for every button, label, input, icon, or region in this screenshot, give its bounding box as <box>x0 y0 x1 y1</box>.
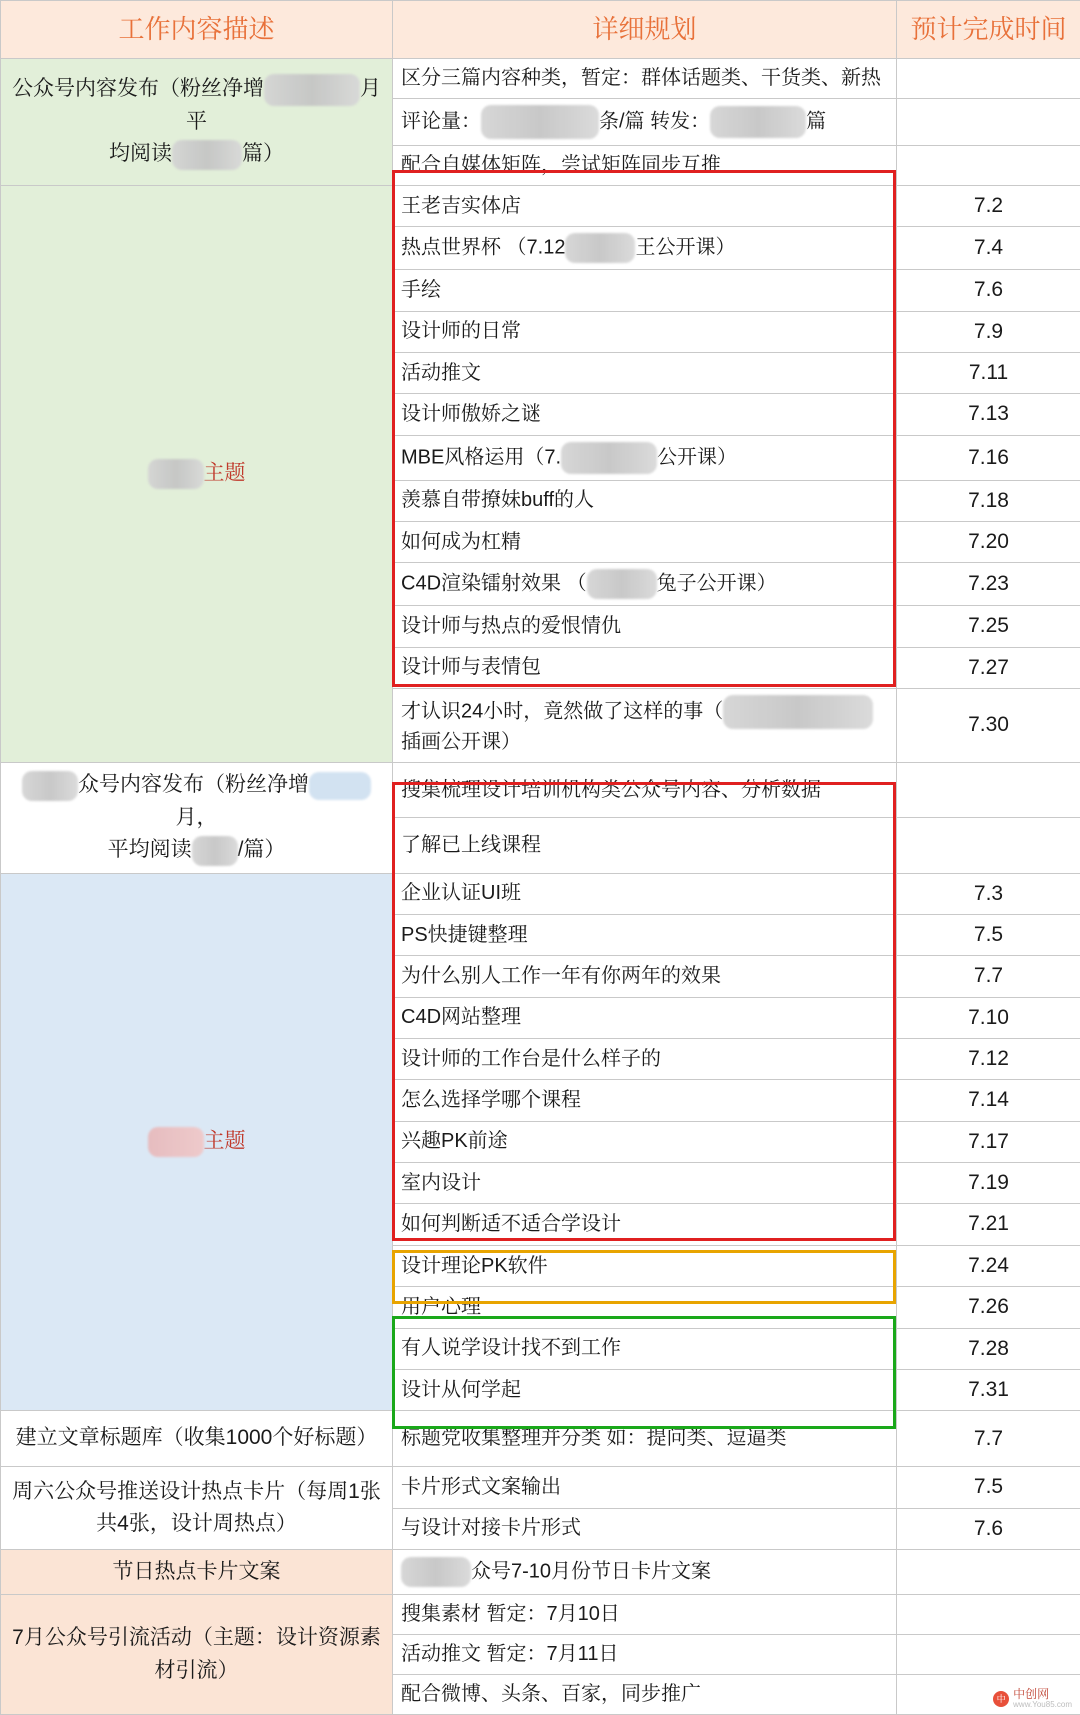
table-row <box>1 1467 1080 1508</box>
plan-cell: 设计从何学起 <box>393 1369 897 1410</box>
plan-cell: 卡片形式文案输出 <box>393 1467 897 1508</box>
redacted-block <box>401 1557 471 1587</box>
plan-text-a: 热点世界杯 （7.12 <box>401 237 565 259</box>
plan-cell: 配合自媒体矩阵，尝试矩阵同步互推 <box>393 146 897 186</box>
plan-cell: 设计师的工作台是什么样子的 <box>393 1039 897 1080</box>
date-cell: 7.10 <box>897 997 1080 1038</box>
plan-cell: 用户心理 <box>393 1287 897 1328</box>
redacted-block <box>723 695 873 729</box>
date-cell: 7.27 <box>897 647 1080 688</box>
plan-cell <box>393 689 897 763</box>
date-cell <box>897 99 1080 146</box>
plan-cell: 设计师的日常 <box>393 311 897 352</box>
date-cell <box>897 59 1080 99</box>
plan-cell: 搜集素材 暂定：7月10日 <box>393 1595 897 1635</box>
plan-cell: 企业认证UI班 <box>393 873 897 914</box>
plan-cell <box>393 227 897 270</box>
date-cell: 7.31 <box>897 1369 1080 1410</box>
table-row <box>1 59 1080 99</box>
plan-text-b: 条/篇 转发： <box>599 110 710 132</box>
plan-text-c: 篇 <box>806 110 826 132</box>
redacted-block <box>264 74 360 106</box>
redacted-block <box>561 442 657 474</box>
table-row <box>1 763 1080 818</box>
plan-cell <box>393 1549 897 1595</box>
plan-cell: 怎么选择学哪个课程 <box>393 1080 897 1121</box>
date-cell: 7.7 <box>897 1411 1080 1467</box>
redacted-block <box>587 569 657 599</box>
section-topic-label-2 <box>1 873 393 1410</box>
date-cell: 7.16 <box>897 435 1080 480</box>
date-cell: 7.30 <box>897 689 1080 763</box>
plan-cell: PS快捷键整理 <box>393 915 897 956</box>
date-cell <box>897 818 1080 873</box>
plan-cell: 有人说学设计找不到工作 <box>393 1328 897 1369</box>
date-cell: 7.24 <box>897 1245 1080 1286</box>
plan-text-a: C4D渲染镭射效果 （ <box>401 573 587 595</box>
desc-text-pre: 众号内容发布（粉丝净增 <box>78 773 309 796</box>
header-work-description: 工作内容描述 <box>1 1 393 59</box>
plan-cell: 区分三篇内容种类，暂定：群体话题类、干货类、新热 <box>393 59 897 99</box>
plan-text-b: 公开课） <box>657 446 737 468</box>
date-cell: 7.13 <box>897 394 1080 435</box>
plan-cell: 与设计对接卡片形式 <box>393 1508 897 1549</box>
plan-cell: 设计师傲娇之谜 <box>393 394 897 435</box>
plan-text-a: 众号7-10月份节日卡片文案 <box>471 1560 711 1582</box>
table-header-row <box>1 1 1080 59</box>
plan-text-a: MBE风格运用（7. <box>401 446 561 468</box>
date-cell: 7.26 <box>897 1287 1080 1328</box>
date-cell: 7.21 <box>897 1204 1080 1245</box>
plan-cell: 设计师与表情包 <box>393 647 897 688</box>
plan-text-a: 评论量： <box>401 110 481 132</box>
plan-cell: 王老吉实体店 <box>393 186 897 227</box>
plan-cell: 活动推文 <box>393 353 897 394</box>
table-row <box>1 186 1080 227</box>
section-description-2 <box>1 763 393 874</box>
plan-cell: 手绘 <box>393 270 897 311</box>
desc-text-mid: 月， <box>176 806 218 829</box>
redacted-block <box>22 771 78 801</box>
watermark <box>993 1688 1072 1709</box>
date-cell: 7.25 <box>897 606 1080 647</box>
section-description-4: 周六公众号推送设计热点卡片（每周1张共4张，设计周热点） <box>1 1467 393 1550</box>
table-row <box>1 1595 1080 1635</box>
redacted-block <box>172 140 242 170</box>
table-row <box>1 873 1080 914</box>
watermark-title: 中创网 <box>1013 1688 1072 1701</box>
plan-cell: 兴趣PK前途 <box>393 1121 897 1162</box>
watermark-url: www.You85.com <box>1013 1701 1072 1709</box>
date-cell: 7.28 <box>897 1328 1080 1369</box>
plan-cell <box>393 435 897 480</box>
date-cell: 7.9 <box>897 311 1080 352</box>
topic-text: 主题 <box>204 1130 246 1153</box>
desc-text-tail: 篇） <box>242 142 284 165</box>
date-cell: 7.2 <box>897 186 1080 227</box>
date-cell: 7.23 <box>897 563 1080 606</box>
section-description-3: 建立文章标题库（收集1000个好标题） <box>1 1411 393 1467</box>
date-cell: 7.17 <box>897 1121 1080 1162</box>
date-cell: 7.5 <box>897 915 1080 956</box>
desc-text-mid: 月 平 <box>186 77 381 133</box>
date-cell <box>897 1549 1080 1595</box>
date-cell <box>897 763 1080 818</box>
redacted-block <box>309 772 371 800</box>
date-cell: 7.6 <box>897 1508 1080 1549</box>
redacted-block <box>710 106 806 138</box>
plan-cell: 设计理论PK软件 <box>393 1245 897 1286</box>
date-cell: 7.19 <box>897 1163 1080 1204</box>
watermark-icon: 中 <box>993 1691 1009 1707</box>
date-cell: 7.11 <box>897 353 1080 394</box>
plan-cell: 设计师与热点的爱恨情仇 <box>393 606 897 647</box>
desc-text-tail: /篇） <box>238 838 286 861</box>
date-cell: 7.3 <box>897 873 1080 914</box>
date-cell: 7.4 <box>897 227 1080 270</box>
plan-cell: 如何判断适不适合学设计 <box>393 1204 897 1245</box>
date-cell: 7.12 <box>897 1039 1080 1080</box>
date-cell: 7.20 <box>897 522 1080 563</box>
table-row <box>1 1411 1080 1467</box>
plan-text-b: 插画公开课） <box>401 731 521 753</box>
plan-cell <box>393 99 897 146</box>
plan-text-b: 王公开课） <box>635 237 735 259</box>
plan-cell: 如何成为杠精 <box>393 522 897 563</box>
redacted-block <box>481 105 599 139</box>
plan-cell <box>393 563 897 606</box>
date-cell: 7.7 <box>897 956 1080 997</box>
redacted-block <box>192 836 238 866</box>
date-cell: 7.5 <box>897 1467 1080 1508</box>
plan-cell: 室内设计 <box>393 1163 897 1204</box>
section-topic-label-1 <box>1 186 393 763</box>
section-description-6: 7月公众号引流活动（主题：设计资源素材引流） <box>1 1595 393 1715</box>
date-cell: 7.14 <box>897 1080 1080 1121</box>
desc-text-post: 均阅读 <box>109 142 172 165</box>
plan-text-b: 兔子公开课） <box>657 573 777 595</box>
table-row <box>1 1549 1080 1595</box>
date-cell <box>897 146 1080 186</box>
plan-cell: 标题党收集整理并分类 如：提问类、逗逼类 <box>393 1411 897 1467</box>
redacted-block <box>565 233 635 263</box>
plan-cell: C4D网站整理 <box>393 997 897 1038</box>
section-description-1 <box>1 59 393 186</box>
date-cell: 7.18 <box>897 480 1080 521</box>
plan-cell: 搜集梳理设计培训机构类公众号内容、分析数据 <box>393 763 897 818</box>
header-expected-time: 预计完成时间 <box>897 1 1080 59</box>
redacted-block <box>148 1127 204 1157</box>
plan-cell: 活动推文 暂定：7月11日 <box>393 1635 897 1675</box>
redacted-block <box>148 459 204 489</box>
section-description-5: 节日热点卡片文案 <box>1 1549 393 1595</box>
date-cell <box>897 1635 1080 1675</box>
plan-text-a: 才认识24小时，竟然做了这样的事（ <box>401 700 723 722</box>
header-detail-plan: 详细规划 <box>393 1 897 59</box>
plan-cell: 为什么别人工作一年有你两年的效果 <box>393 956 897 997</box>
plan-cell: 配合微博、头条、百家，同步推广 <box>393 1675 897 1715</box>
desc-text-post: 平均阅读 <box>108 838 192 861</box>
date-cell <box>897 1595 1080 1635</box>
plan-cell: 了解已上线课程 <box>393 818 897 873</box>
date-cell: 7.6 <box>897 270 1080 311</box>
plan-cell: 羡慕自带撩妹buff的人 <box>393 480 897 521</box>
topic-text: 主题 <box>204 462 246 485</box>
desc-text-pre: 公众号内容发布（粉丝净增 <box>12 77 264 100</box>
